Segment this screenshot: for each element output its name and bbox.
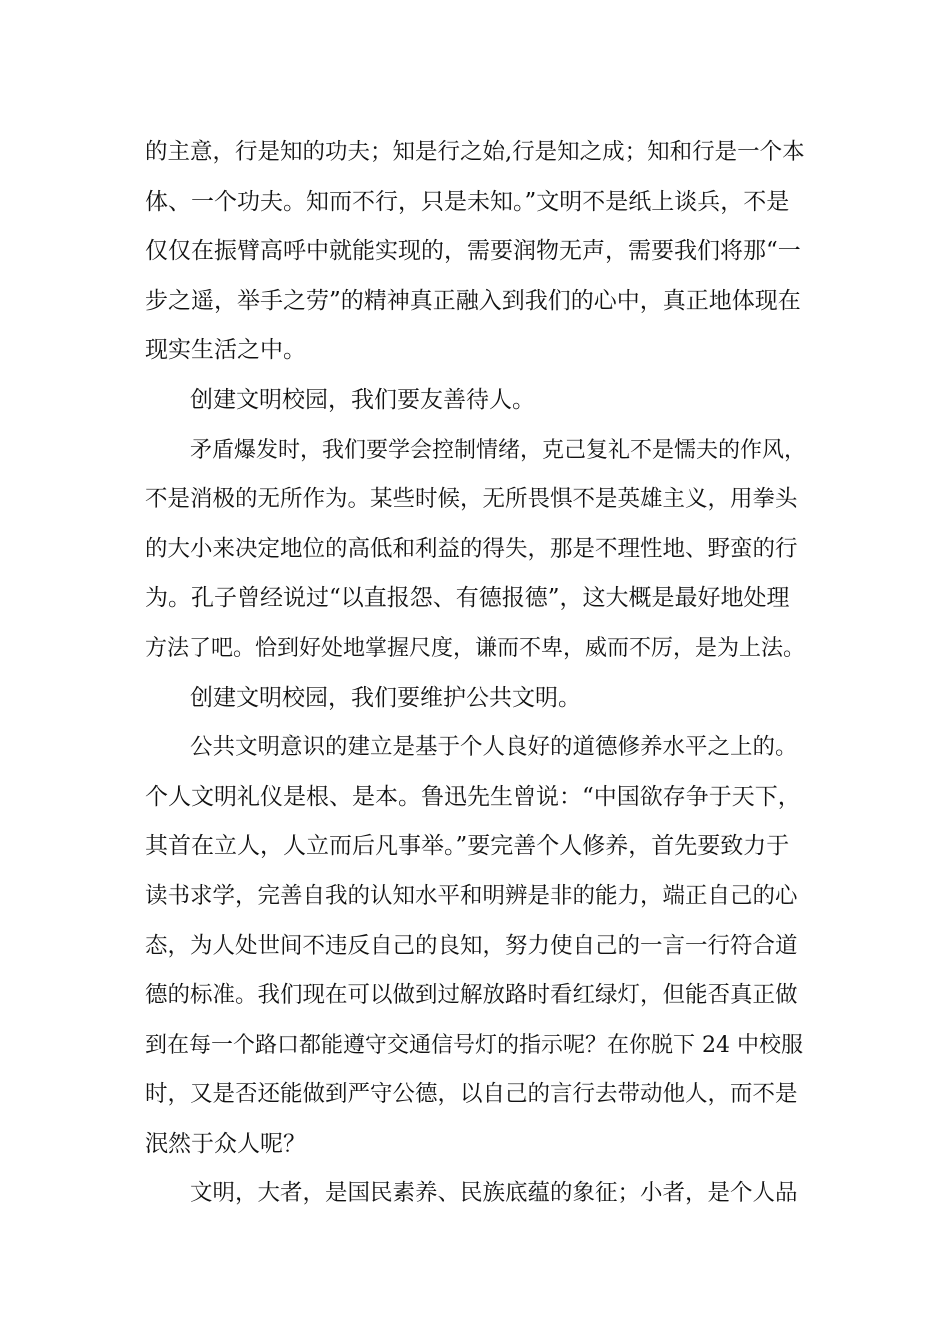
text-line: 不是消极的无所作为。某些时候，无所畏惧不是英雄主义，用拳头 (145, 486, 798, 513)
text-line: 泯然于众人呢？ (145, 1130, 306, 1157)
text-line: 为。孔子曾经说过“以直报怨、有德报德”，这大概是最好地处理 (145, 585, 790, 612)
text-line: 公共文明意识的建立是基于个人良好的道德修养水平之上的。 (190, 734, 798, 761)
section-heading: 创建文明校园，我们要友善待人。 (190, 386, 535, 413)
text-line: 步之遥，举手之劳”的精神真正融入到我们的心中，真正地体现在 (145, 287, 801, 314)
text-line: 德的标准。我们现在可以做到过解放路时看红绿灯，但能否真正做 (145, 982, 798, 1009)
text-line: 文明，大者，是国民素养、民族底蕴的象征；小者，是个人品 (190, 1180, 798, 1207)
text-line: 体、一个功夫。知而不行，只是未知。”文明不是纸上谈兵，不是 (145, 188, 790, 215)
text-line: 的大小来决定地位的高低和利益的得失，那是不理性地、野蛮的行 (145, 535, 798, 562)
text-line: 矛盾爆发时，我们要学会控制情绪，克己复礼不是懦夫的作风， (190, 437, 807, 463)
text-line: 读书求学，完善自我的认知水平和明辨是非的能力，端正自己的心 (145, 882, 798, 909)
text-line: 其首在立人，人立而后凡事举。”要完善个人修养，首先要致力于 (145, 833, 790, 860)
text-line: 态，为人处世间不违反自己的良知，努力使自己的一言一行符合道 (145, 932, 798, 959)
section-heading: 创建文明校园，我们要维护公共文明。 (190, 684, 581, 711)
text-line: 的主意，行是知的功夫；知是行之始,行是知之成；知和行是一个本 (145, 139, 805, 165)
body-text (145, 128, 810, 1219)
text-line: 到在每一个路口都能遵守交通信号灯的指示呢？在你脱下 24 中校服 (145, 1032, 803, 1058)
text-line: 方法了吧。恰到好处地掌握尺度，谦而不卑，威而不厉，是为上法。 (145, 635, 806, 661)
text-line: 仅仅在振臂高呼中就能实现的，需要润物无声，需要我们将那“一 (145, 238, 801, 265)
text-line: 时，又是否还能做到严守公德，以自己的言行去带动他人，而不是 (145, 1081, 798, 1108)
text-line: 现实生活之中。 (145, 337, 306, 364)
text-line: 个人文明礼仪是根、是本。鲁迅先生曾说：“中国欲存争于天下， (145, 783, 801, 810)
